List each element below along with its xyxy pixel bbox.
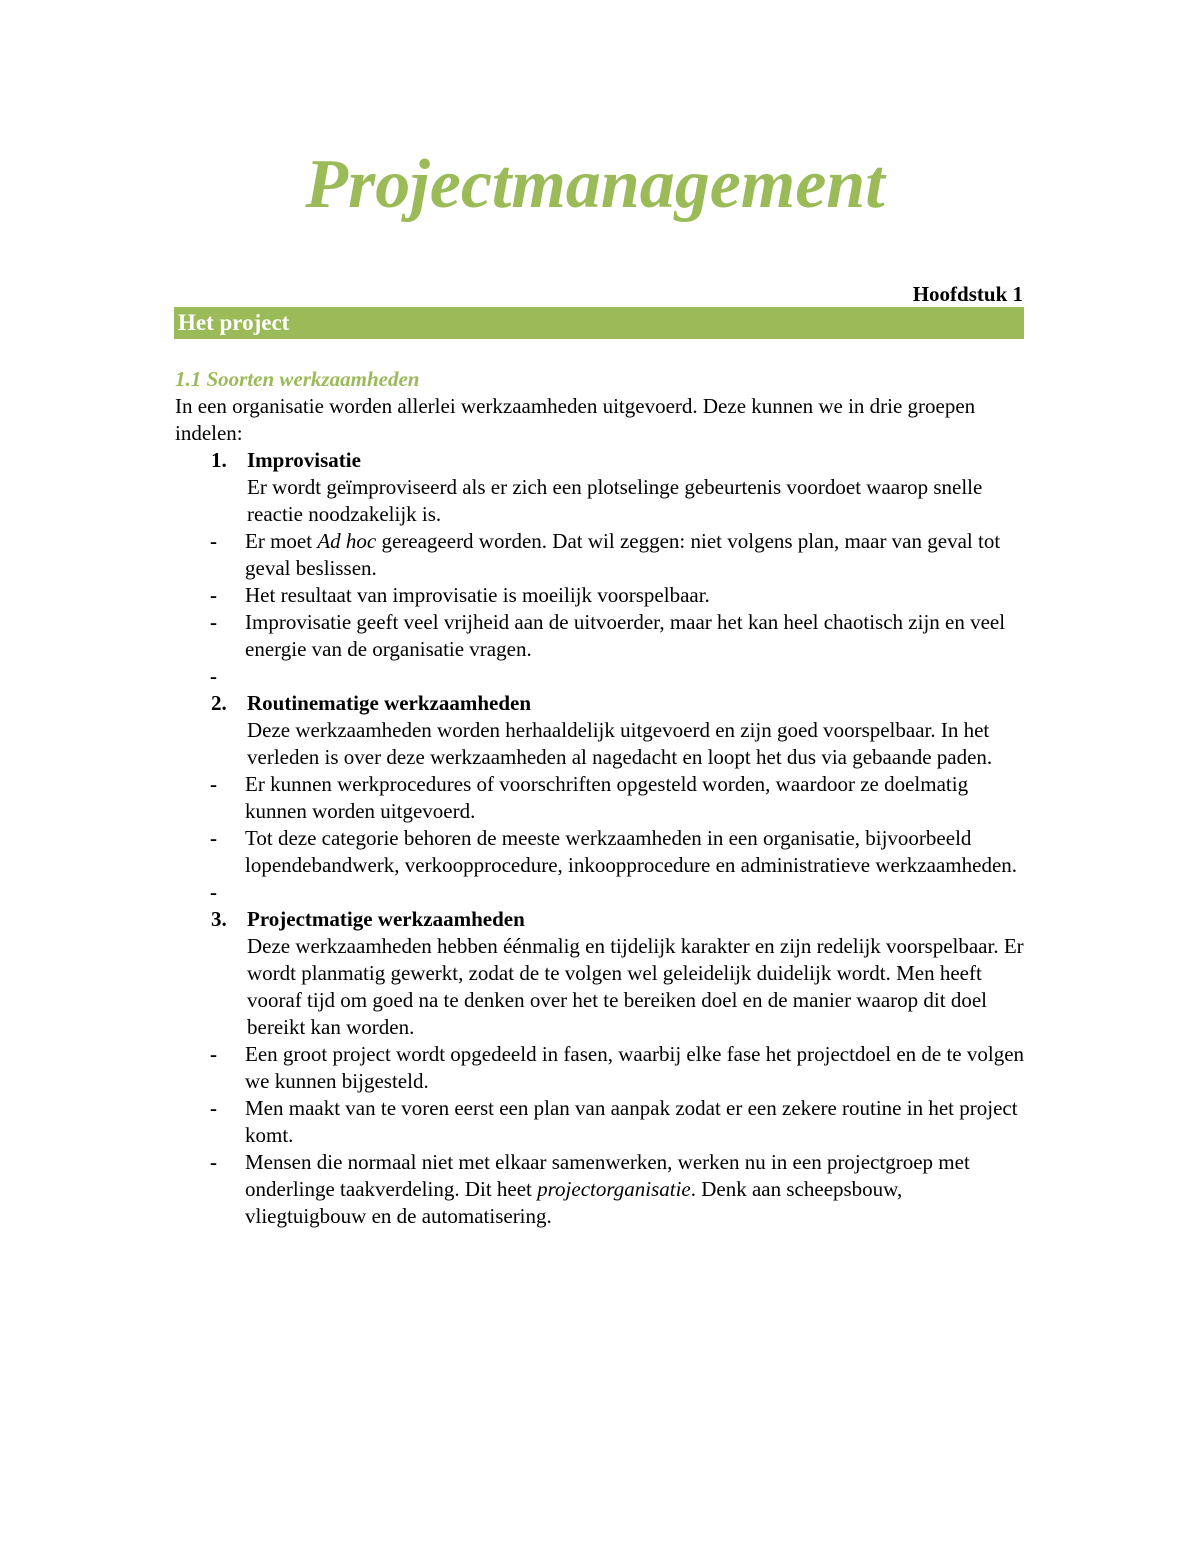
bullet-text: Improvisatie geeft veel vrijheid aan de uitvoerder, maar het kan heel chaotisch zijn en veel energie van de organisatie vragen.	[245, 610, 1006, 661]
section-intro: In een organisatie worden allerlei werkzaamheden uitgevoerd. Deze kunnen we in drie groepen indelen:	[175, 394, 976, 445]
bullet-marker: -	[210, 529, 217, 553]
bullet-item	[175, 771, 1025, 825]
bullet-text: Het resultaat van improvisatie is moeilijk voorspelbaar.	[245, 583, 710, 607]
chapter-label: Hoofdstuk 1	[912, 282, 1023, 306]
category-title: Projectmatige werkzaamheden	[247, 907, 525, 931]
bullet-item	[175, 582, 1025, 609]
bullet-marker: -	[210, 826, 217, 850]
bullet-text: Tot deze categorie behoren de meeste werkzaamheden in een organisatie, bijvoorbeeld lopendebandwerk, verkoopprocedure, inkoopprocedure en administratieve werkzaamheden.	[245, 826, 1018, 877]
category-title: Improvisatie	[247, 448, 361, 472]
bullet-item-empty	[175, 663, 1025, 690]
chapter-heading-bar	[174, 307, 1024, 339]
category-item	[175, 906, 1025, 1041]
category-number: 1.	[211, 448, 227, 472]
bullet-marker: -	[210, 664, 217, 688]
bullet-item	[175, 528, 1025, 582]
document-title: Projectmanagement	[305, 146, 885, 223]
bullet-item	[175, 825, 1025, 879]
document-body	[175, 366, 1025, 1230]
category-description: Deze werkzaamheden hebben éénmalig en tijdelijk karakter en zijn redelijk voorspelbaar. Er wordt planmatig gewerkt, zodat de te volgen wel geleidelijk duidelijk wordt. Men heeft vooraf tijd om goed na te denken over het te bereiken doel en de manier waarop dit doel bereikt kan worden.	[247, 934, 1024, 1039]
bullet-item	[175, 1149, 1025, 1230]
category-item	[175, 447, 1025, 528]
category-item	[175, 690, 1025, 771]
bullet-item	[175, 609, 1025, 663]
bullet-marker: -	[210, 772, 217, 796]
bullet-text-after: . Denk aan scheepsbouw, vliegtuigbouw en de automatisering.	[245, 1177, 903, 1228]
bullet-marker: -	[210, 1096, 217, 1120]
bullet-item-empty	[175, 879, 1025, 906]
bullet-marker: -	[210, 880, 217, 904]
bullet-text-italic: projectorganisatie	[537, 1177, 691, 1201]
bullet-text: Men maakt van te voren eerst een plan van aanpak zodat er een zekere routine in het project komt.	[245, 1096, 1018, 1147]
bullet-item	[175, 1041, 1025, 1095]
category-title: Routinematige werkzaamheden	[247, 691, 532, 715]
bullet-item	[175, 1095, 1025, 1149]
bullet-marker: -	[210, 583, 217, 607]
bullet-marker: -	[210, 1150, 217, 1174]
section-heading: 1.1 Soorten werkzaamheden	[175, 367, 420, 391]
bullet-text-italic: Ad hoc	[317, 529, 377, 553]
bullet-text-before: Mensen die normaal niet met elkaar samenwerken, werken nu in een projectgroep met onderlinge taakverdeling. Dit heet	[245, 1150, 970, 1201]
chapter-title: Het project	[178, 310, 290, 335]
bullet-text: Er kunnen werkprocedures of voorschriften opgesteld worden, waardoor ze doelmatig kunnen worden uitgevoerd.	[245, 772, 969, 823]
category-description: Er wordt geïmproviseerd als er zich een plotselinge gebeurtenis voordoet waarop snelle reactie noodzakelijk is.	[247, 475, 983, 526]
bullet-text-before: Er moet	[245, 529, 318, 553]
bullet-text: Een groot project wordt opgedeeld in fasen, waarbij elke fase het projectdoel en de te volgen we kunnen bijgesteld.	[245, 1042, 1025, 1093]
category-number: 2.	[211, 691, 227, 715]
bullet-marker: -	[210, 1042, 217, 1066]
category-description: Deze werkzaamheden worden herhaaldelijk uitgevoerd en zijn goed voorspelbaar. In het verleden is over deze werkzaamheden al nagedacht en loopt het dus via gebaande paden.	[247, 718, 993, 769]
bullet-text-after: gereageerd worden. Dat wil zeggen: niet volgens plan, maar van geval tot geval beslissen.	[245, 529, 1001, 580]
bullet-marker: -	[210, 610, 217, 634]
category-number: 3.	[211, 907, 227, 931]
